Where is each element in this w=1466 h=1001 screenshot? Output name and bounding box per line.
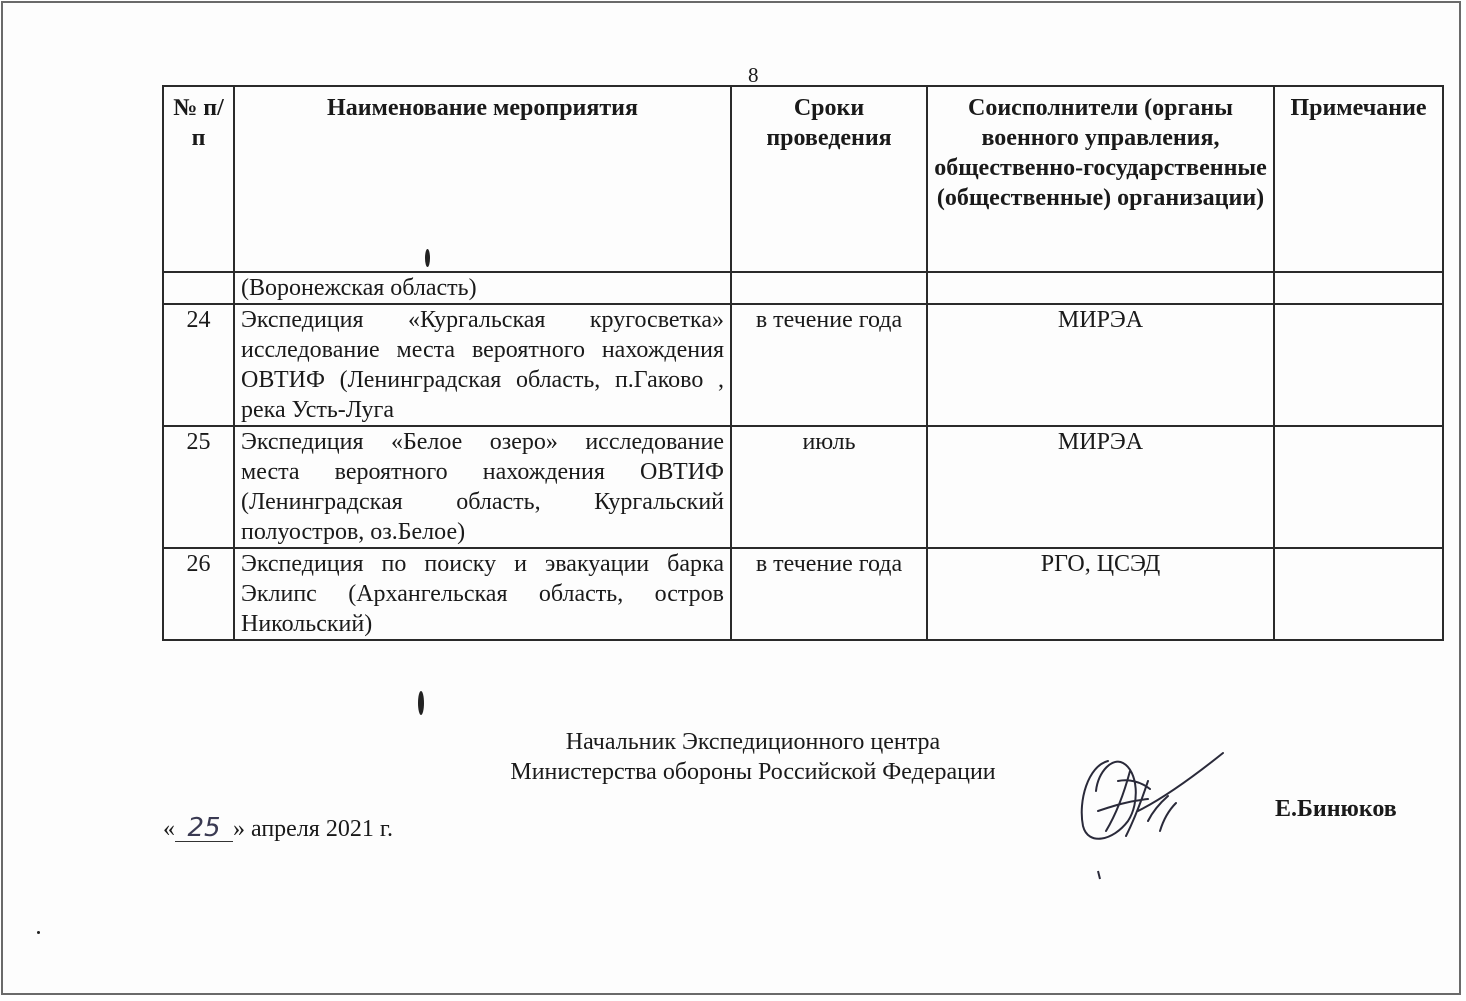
signature-title-line1: Начальник Экспедиционного центра xyxy=(565,729,941,755)
events-table xyxy=(162,85,1444,641)
cell-name: (Воронежская область) xyxy=(234,272,731,304)
cell-num: 26 xyxy=(163,548,234,640)
cell-note xyxy=(1274,272,1443,304)
table-row xyxy=(163,548,1443,640)
signature-title-line2: Министерства обороны Российской Федерации xyxy=(510,759,996,785)
cell-note xyxy=(1274,548,1443,640)
table-header-row xyxy=(163,86,1443,272)
cell-num: 24 xyxy=(163,304,234,426)
header-coexecutors: Соисполнители (органы военного управления, общественно-государственные (общественные) организации) xyxy=(927,86,1274,272)
cell-note xyxy=(1274,304,1443,426)
date-rest: » апреля 2021 г. xyxy=(233,816,393,842)
cell-coexecutors xyxy=(927,272,1274,304)
cell-name: Экспедиция «Кургальская кругосветка» исследование места вероятного нахождения ОВТИФ (Ленинградская область, п.Гаково , река Усть-Луга xyxy=(234,304,731,426)
cell-name: Экспедиция «Белое озеро» исследование места вероятного нахождения ОВТИФ (Ленинградская область, Кургальский полуостров, оз.Белое) xyxy=(234,426,731,548)
date-open-quote: « xyxy=(163,816,175,842)
scan-speck xyxy=(418,691,424,715)
cell-coexecutors: МИРЭА xyxy=(927,426,1274,548)
table-row xyxy=(163,426,1443,548)
cell-coexecutors: МИРЭА xyxy=(927,304,1274,426)
cell-note xyxy=(1274,426,1443,548)
header-note: Примечание xyxy=(1274,86,1443,272)
signer-name: Е.Бинюков xyxy=(1275,796,1397,822)
cell-coexecutors: РГО, ЦСЭД xyxy=(927,548,1274,640)
cell-name: Экспедиция по поиску и эвакуации барка Эклипс (Архангельская область, остров Никольский) xyxy=(234,548,731,640)
header-num: № п/п xyxy=(163,86,234,272)
handwritten-signature-icon xyxy=(1068,741,1238,881)
cell-term: июль xyxy=(731,426,927,548)
scan-speck xyxy=(425,249,430,267)
cell-term xyxy=(731,272,927,304)
document-page xyxy=(1,1,1461,995)
cell-num xyxy=(163,272,234,304)
cell-term: в течение года xyxy=(731,548,927,640)
header-term: Сроки проведения xyxy=(731,86,927,272)
table-row-continuation xyxy=(163,272,1443,304)
scan-speck xyxy=(37,931,40,934)
header-name: Наименование мероприятия xyxy=(234,86,731,272)
signature-title xyxy=(463,727,1043,787)
table-row xyxy=(163,304,1443,426)
cell-term: в течение года xyxy=(731,304,927,426)
date-day-handwritten: 25 xyxy=(175,815,233,842)
page-number: 8 xyxy=(748,63,759,87)
cell-num: 25 xyxy=(163,426,234,548)
document-date xyxy=(163,815,393,843)
